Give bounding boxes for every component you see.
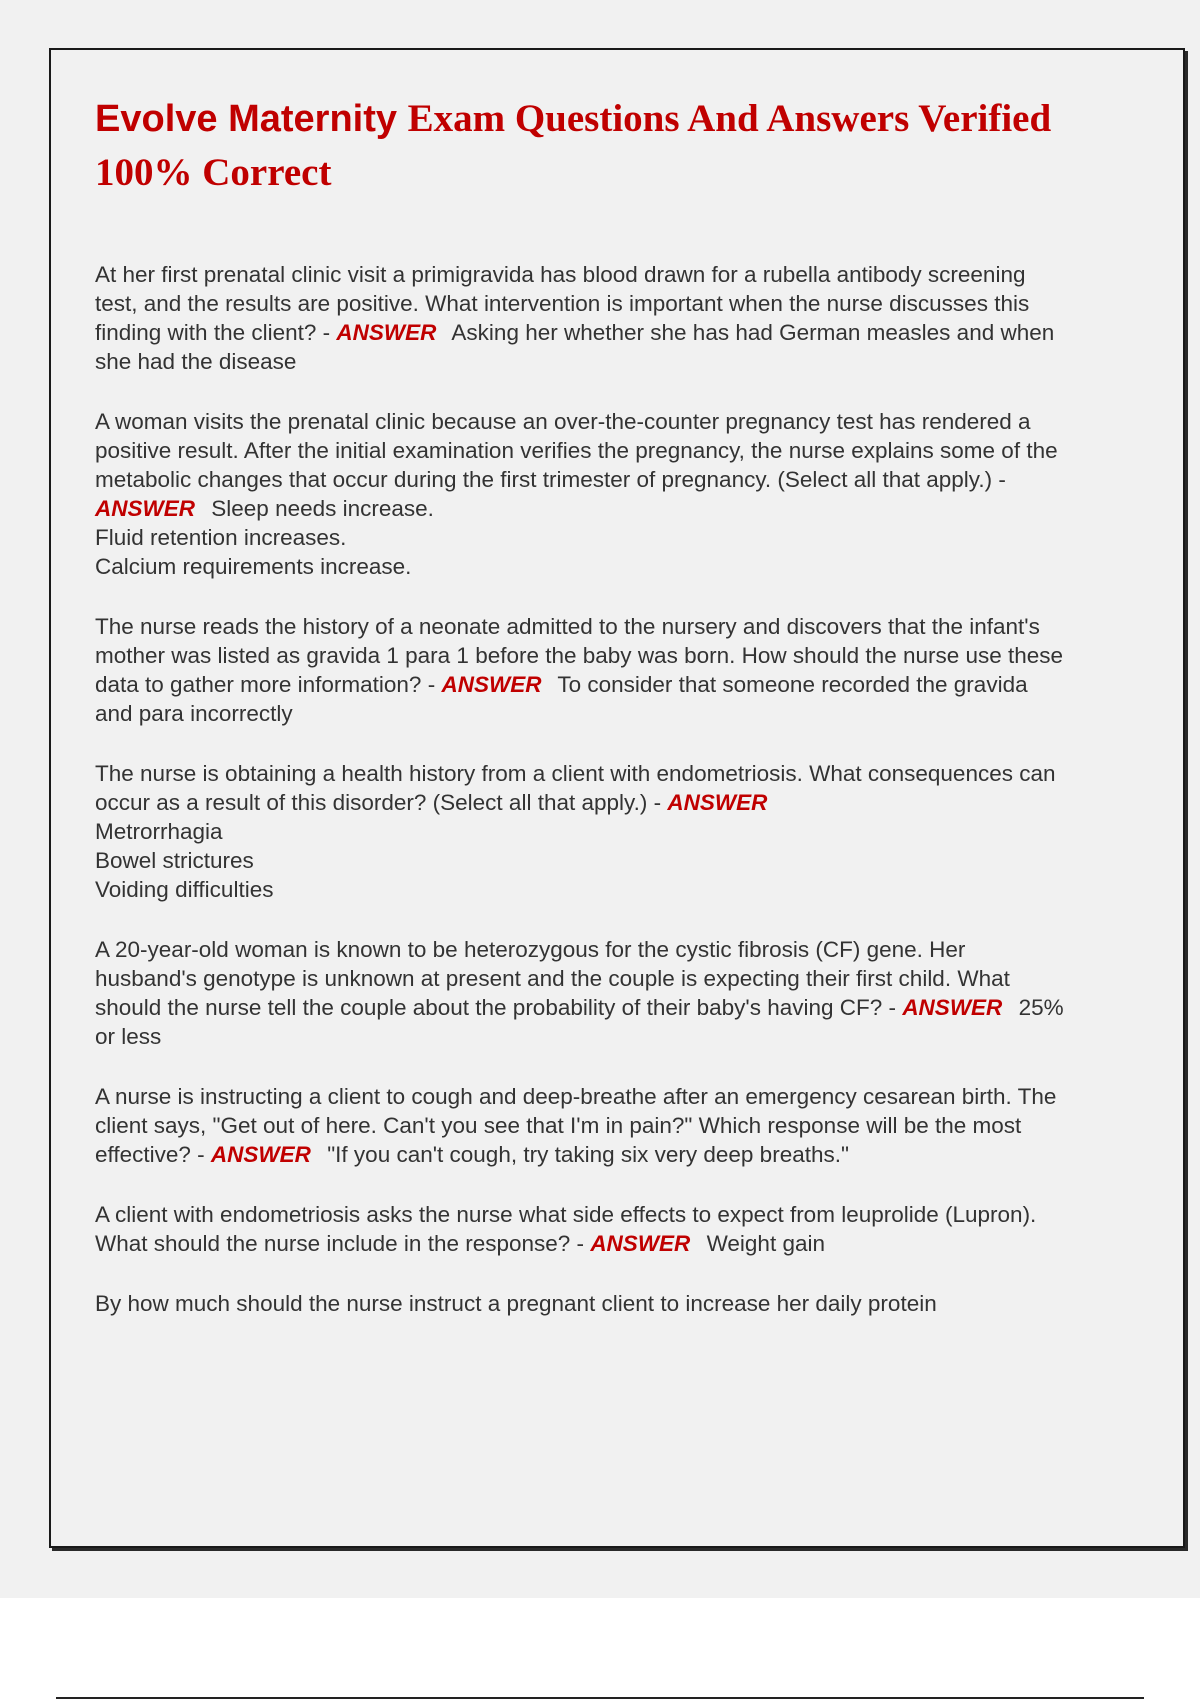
question-text: A client with endometriosis asks the nurse what side effects to expect from leuprolide (Lupron). What should the nurse include in the response? - bbox=[95, 1202, 1037, 1256]
qa-item bbox=[95, 935, 1070, 1051]
answer-text: Fluid retention increases. bbox=[95, 525, 347, 550]
qa-item bbox=[95, 260, 1070, 376]
answer-text: "If you can't cough, try taking six very deep breaths." bbox=[327, 1142, 849, 1167]
answer-label: ANSWER bbox=[336, 320, 437, 345]
bottom-divider bbox=[56, 1697, 1144, 1699]
answer-text: Asking her whether she has had German measles and when she had the disease bbox=[95, 320, 1055, 374]
trailing-question: By how much should the nurse instruct a pregnant client to increase her daily protein bbox=[95, 1291, 937, 1316]
document-title bbox=[95, 92, 1055, 200]
answer-text: Voiding difficulties bbox=[95, 877, 274, 902]
question-text: The nurse is obtaining a health history from a client with endometriosis. What consequences can occur as a result of this disorder? (Select all that apply.) - bbox=[95, 761, 1056, 815]
answer-text: 25% or less bbox=[95, 995, 1064, 1049]
qa-item bbox=[95, 1200, 1070, 1258]
answer-text: Sleep needs increase. bbox=[211, 496, 434, 521]
answer-label: ANSWER bbox=[441, 672, 542, 697]
qa-item bbox=[95, 407, 1070, 581]
answer-text: Bowel strictures bbox=[95, 848, 254, 873]
answer-label: ANSWER bbox=[210, 1142, 311, 1167]
question-text: The nurse reads the history of a neonate admitted to the nursery and discovers that the infant's mother was listed as gravida 1 para 1 before the baby was born. How should the nurse use these data to gather more information? - bbox=[95, 614, 1064, 697]
answer-label: ANSWER bbox=[590, 1231, 691, 1256]
answer-text: Metrorrhagia bbox=[95, 819, 223, 844]
qa-item bbox=[95, 1082, 1070, 1169]
answer-label: ANSWER bbox=[667, 790, 768, 815]
answer-label: ANSWER bbox=[95, 496, 195, 521]
question-text: A woman visits the prenatal clinic because an over-the-counter pregnancy test has rendered a positive result. After the initial examination verifies the pregnancy, the nurse explains some of the metabolic changes that occur during the first trimester of pregnancy. (Select all that apply.) - bbox=[95, 409, 1058, 492]
answer-text: To consider that someone recorded the gravida and para incorrectly bbox=[95, 672, 1028, 726]
title-part-1: Evolve Maternity bbox=[95, 98, 397, 140]
qa-item bbox=[95, 612, 1070, 728]
answer-text: Calcium requirements increase. bbox=[95, 554, 412, 579]
answer-label: ANSWER bbox=[902, 995, 1003, 1020]
qa-item bbox=[95, 759, 1070, 904]
qa-list bbox=[95, 260, 1070, 1349]
question-text: A nurse is instructing a client to cough and deep-breathe after an emergency cesarean birth. The client says, "Get out of here. Can't you see that I'm in pain?" Which response will be the most effective? - bbox=[95, 1084, 1057, 1167]
question-text: At her first prenatal clinic visit a primigravida has blood drawn for a rubella antibody screening test, and the results are positive. What intervention is important when the nurse discusses this finding with the client? - bbox=[95, 262, 1030, 345]
title-part-2: Exam Questions And Answers Verified 100% Correct bbox=[95, 97, 1052, 194]
answer-text: Weight gain bbox=[706, 1231, 825, 1256]
question-text: A 20-year-old woman is known to be heterozygous for the cystic fibrosis (CF) gene. Her husband's genotype is unknown at present and the couple is expecting their first child. What should the nurse tell the couple about the probability of their baby's having CF? - bbox=[95, 937, 1010, 1020]
